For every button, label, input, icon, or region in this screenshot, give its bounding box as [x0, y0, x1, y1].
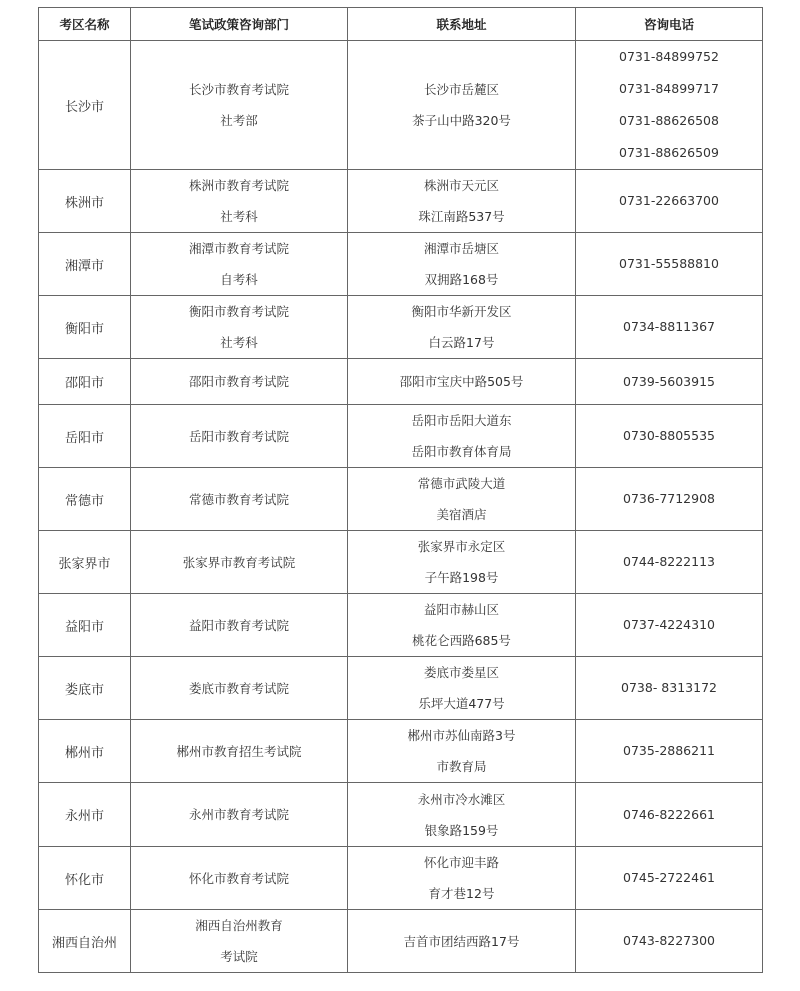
exam-contact-table — [38, 7, 763, 973]
address-line: 怀化市迎丰路 — [423, 855, 499, 870]
phone-number: 0738- 8313172 — [621, 680, 717, 695]
table-row — [39, 296, 763, 359]
phone-number: 0745-2722461 — [623, 870, 715, 885]
phone-number: 0731-84899717 — [619, 81, 719, 96]
department-line: 社考科 — [220, 209, 258, 224]
address-line: 益阳市赫山区 — [423, 602, 499, 617]
header-address: 联系地址 — [348, 8, 576, 41]
cell-region: 张家界市 — [39, 531, 131, 594]
phone-number: 0743-8227300 — [623, 933, 715, 948]
cell-department — [131, 359, 348, 405]
table-row — [39, 359, 763, 405]
cell-region: 邵阳市 — [39, 359, 131, 405]
cell-phone — [576, 783, 763, 847]
cell-department — [131, 531, 348, 594]
cell-department — [131, 657, 348, 720]
cell-address — [348, 170, 576, 233]
cell-phone — [576, 468, 763, 531]
phone-number: 0746-8222661 — [623, 806, 715, 822]
cell-region: 郴州市 — [39, 720, 131, 783]
address-line: 常德市武陵大道 — [417, 476, 506, 491]
address-line: 茶子山中路320号 — [412, 113, 511, 128]
header-department: 笔试政策咨询部门 — [131, 8, 348, 41]
address-line: 子午路198号 — [424, 570, 499, 585]
cell-department — [131, 594, 348, 657]
cell-address — [348, 910, 576, 973]
address-line: 吉首市团结西路17号 — [403, 933, 520, 949]
phone-number: 0734-8811367 — [623, 319, 715, 334]
cell-department — [131, 405, 348, 468]
cell-address — [348, 720, 576, 783]
address-line: 娄底市娄星区 — [423, 665, 499, 680]
address-line: 美宿酒店 — [436, 507, 487, 522]
department-line: 岳阳市教育考试院 — [188, 428, 289, 444]
table-row — [39, 847, 763, 910]
address-line: 郴州市苏仙南路3号 — [407, 728, 516, 743]
cell-region: 益阳市 — [39, 594, 131, 657]
address-line: 株洲市天元区 — [423, 178, 499, 193]
department-line: 衡阳市教育考试院 — [188, 304, 289, 319]
department-line: 益阳市教育考试院 — [188, 617, 289, 633]
phone-number: 0737-4224310 — [623, 617, 715, 632]
cell-department — [131, 233, 348, 296]
address-line: 衡阳市华新开发区 — [411, 304, 512, 319]
table-row — [39, 233, 763, 296]
table-row — [39, 170, 763, 233]
table-row — [39, 720, 763, 783]
cell-region: 娄底市 — [39, 657, 131, 720]
cell-department — [131, 296, 348, 359]
table-row — [39, 783, 763, 847]
department-line: 社考部 — [220, 113, 258, 128]
cell-region: 长沙市 — [39, 41, 131, 170]
phone-number: 0731-55588810 — [619, 256, 719, 271]
address-line: 湘潭市岳塘区 — [423, 241, 499, 256]
address-line: 乐坪大道477号 — [418, 696, 505, 711]
cell-phone — [576, 531, 763, 594]
cell-region: 湘潭市 — [39, 233, 131, 296]
address-line: 珠江南路537号 — [418, 209, 505, 224]
header-region: 考区名称 — [39, 8, 131, 41]
phone-number: 0736-7712908 — [623, 491, 715, 506]
cell-region: 怀化市 — [39, 847, 131, 910]
cell-address — [348, 531, 576, 594]
cell-address — [348, 233, 576, 296]
cell-phone — [576, 720, 763, 783]
cell-phone — [576, 170, 763, 233]
cell-phone — [576, 405, 763, 468]
cell-address — [348, 847, 576, 910]
department-line: 自考科 — [220, 272, 258, 287]
department-line: 社考科 — [220, 335, 258, 350]
table-row — [39, 594, 763, 657]
department-line: 株洲市教育考试院 — [188, 178, 289, 193]
department-line: 常德市教育考试院 — [188, 491, 289, 507]
address-line: 双拥路168号 — [424, 272, 499, 287]
cell-phone — [576, 910, 763, 973]
table-row — [39, 531, 763, 594]
table-body — [39, 41, 763, 973]
department-line: 邵阳市教育考试院 — [188, 374, 289, 389]
header-phone: 咨询电话 — [576, 8, 763, 41]
table-row — [39, 657, 763, 720]
phone-number: 0739-5603915 — [623, 373, 715, 389]
cell-region: 湘西自治州 — [39, 910, 131, 973]
phone-number: 0731-22663700 — [619, 193, 719, 208]
department-line: 湘潭市教育考试院 — [188, 241, 289, 256]
cell-phone — [576, 594, 763, 657]
cell-region: 衡阳市 — [39, 296, 131, 359]
address-line: 长沙市岳麓区 — [423, 82, 499, 97]
cell-address — [348, 657, 576, 720]
table-row — [39, 468, 763, 531]
address-line: 桃花仑西路685号 — [412, 633, 511, 648]
phone-number: 0731-88626509 — [619, 145, 719, 160]
cell-address — [348, 296, 576, 359]
cell-address — [348, 405, 576, 468]
address-line: 育才巷12号 — [428, 886, 495, 901]
department-line: 永州市教育考试院 — [188, 807, 289, 822]
cell-phone — [576, 847, 763, 910]
department-line: 郴州市教育招生考试院 — [176, 743, 302, 759]
department-line: 张家界市教育考试院 — [182, 554, 296, 570]
cell-department — [131, 910, 348, 973]
phone-number: 0731-88626508 — [619, 113, 719, 128]
cell-department — [131, 847, 348, 910]
cell-address — [348, 783, 576, 847]
cell-region: 常德市 — [39, 468, 131, 531]
cell-department — [131, 468, 348, 531]
cell-phone — [576, 41, 763, 170]
cell-department — [131, 783, 348, 847]
address-line: 市教育局 — [436, 759, 487, 774]
cell-region: 岳阳市 — [39, 405, 131, 468]
address-line: 岳阳市岳阳大道东 — [411, 413, 512, 428]
table-row — [39, 405, 763, 468]
phone-number: 0744-8222113 — [623, 554, 715, 569]
cell-address — [348, 468, 576, 531]
department-line: 怀化市教育考试院 — [188, 870, 289, 886]
cell-department — [131, 170, 348, 233]
department-line: 娄底市教育考试院 — [188, 680, 289, 696]
cell-region: 永州市 — [39, 783, 131, 847]
address-line: 银象路159号 — [424, 822, 499, 838]
phone-number: 0731-84899752 — [619, 49, 719, 64]
phone-number: 0730-8805535 — [623, 428, 715, 443]
cell-phone — [576, 296, 763, 359]
cell-department — [131, 41, 348, 170]
address-line: 邵阳市宝庆中路505号 — [399, 374, 524, 389]
phone-number: 0735-2886211 — [623, 743, 715, 758]
table-row — [39, 910, 763, 973]
cell-phone — [576, 359, 763, 405]
address-line: 白云路17号 — [428, 335, 495, 350]
table-row — [39, 41, 763, 170]
address-line: 张家界市永定区 — [417, 539, 506, 554]
cell-address — [348, 359, 576, 405]
address-line: 永州市冷水滩区 — [417, 791, 506, 807]
address-line: 岳阳市教育体育局 — [411, 444, 512, 459]
cell-address — [348, 41, 576, 170]
department-line: 考试院 — [220, 949, 258, 964]
cell-address — [348, 594, 576, 657]
department-line: 湘西自治州教育 — [195, 918, 283, 933]
cell-department — [131, 720, 348, 783]
department-line: 长沙市教育考试院 — [188, 82, 289, 97]
cell-region: 株洲市 — [39, 170, 131, 233]
cell-phone — [576, 657, 763, 720]
cell-phone — [576, 233, 763, 296]
header-row — [39, 8, 763, 41]
